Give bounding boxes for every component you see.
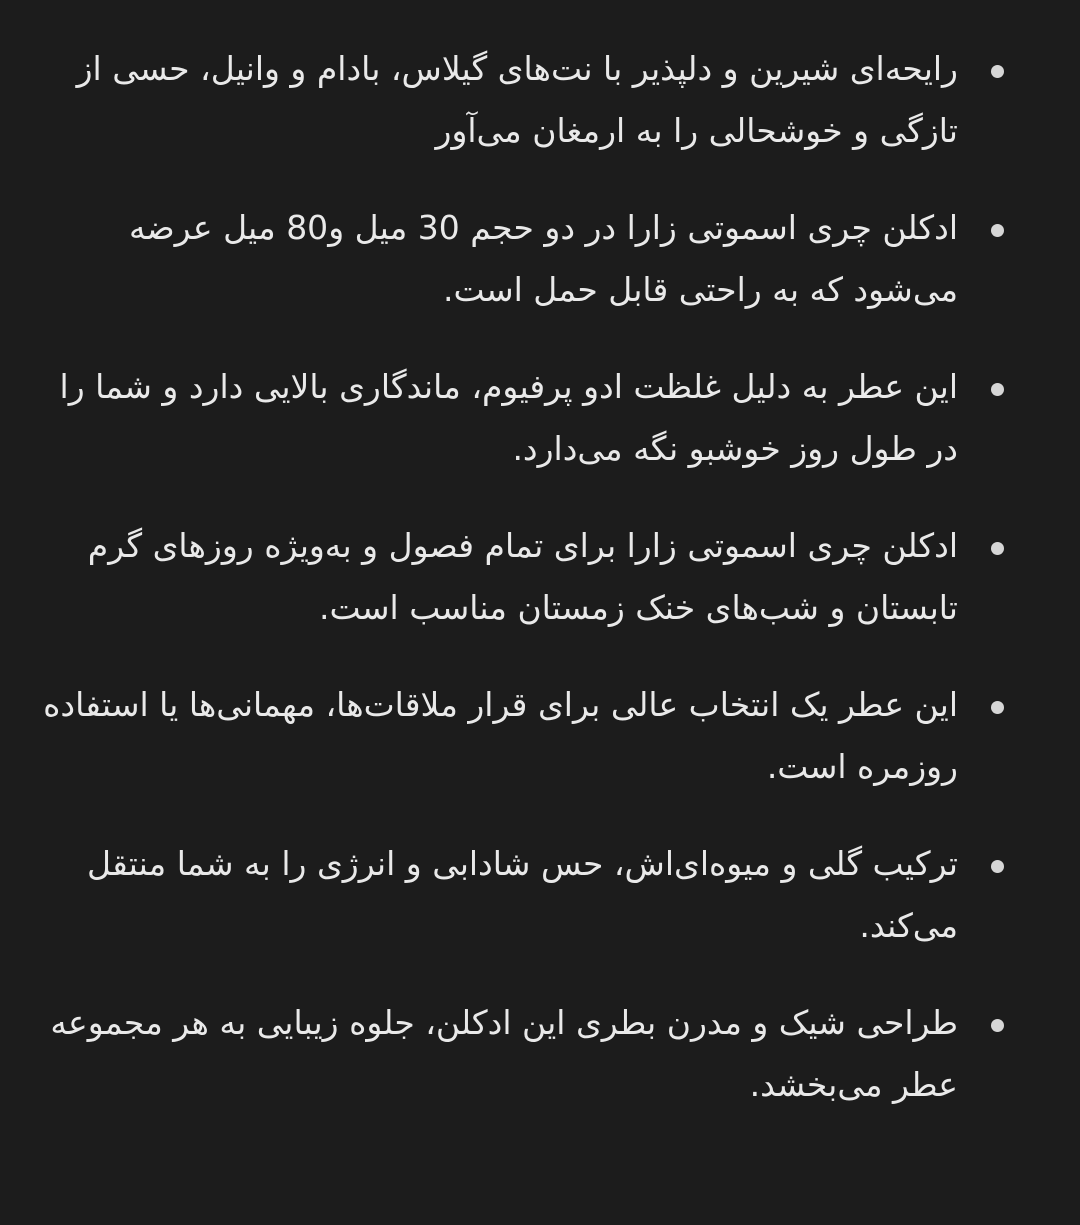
bullet-dot [991,542,1004,555]
bullet-dot [991,860,1004,873]
list-item [40,992,1050,1116]
list-item [40,38,1050,162]
feature-text: طراحی شیک و مدرن بطری این ادکلن، جلوه زیبایی به هر مجموعه عطر می‌بخشد. [50,1003,958,1104]
bullet-dot [991,383,1004,396]
list-item [40,833,1050,957]
feature-text: این عطر به دلیل غلظت ادو پرفیوم، ماندگاری بالایی دارد و شما را در طول روز خوشبو نگه می‌دارد. [59,367,958,468]
feature-text: این عطر یک انتخاب عالی برای قرار ملاقات‌ها، مهمانی‌ها یا استفاده روزمره است. [43,685,958,786]
bullet-dot [991,65,1004,78]
feature-text: ادکلن چری اسموتی زارا برای تمام فصول و به‌ویژه روزهای گرم تابستان و شب‌های خنک زمستان مناسب است. [87,526,958,627]
list-item [40,197,1050,321]
bullet-dot [991,224,1004,237]
feature-text: ترکیب گلی و میوه‌ای‌اش، حس شادابی و انرژی را به شما منتقل می‌کند. [86,844,958,945]
bullet-dot [991,1019,1004,1032]
list-item [40,515,1050,639]
feature-text: ادکلن چری اسموتی زارا در دو حجم 30 میل و80 میل عرضه می‌شود که به راحتی قابل حمل است. [128,208,958,309]
feature-list-container [40,38,1050,1151]
list-item [40,356,1050,480]
bullet-dot [991,701,1004,714]
feature-list [40,38,1050,1116]
list-item [40,674,1050,798]
feature-text: رایحه‌ای شیرین و دلپذیر با نت‌های گیلاس، بادام و وانیل، حسی از تازگی و خوشحالی را به ارمغان می‌آور [76,49,958,150]
